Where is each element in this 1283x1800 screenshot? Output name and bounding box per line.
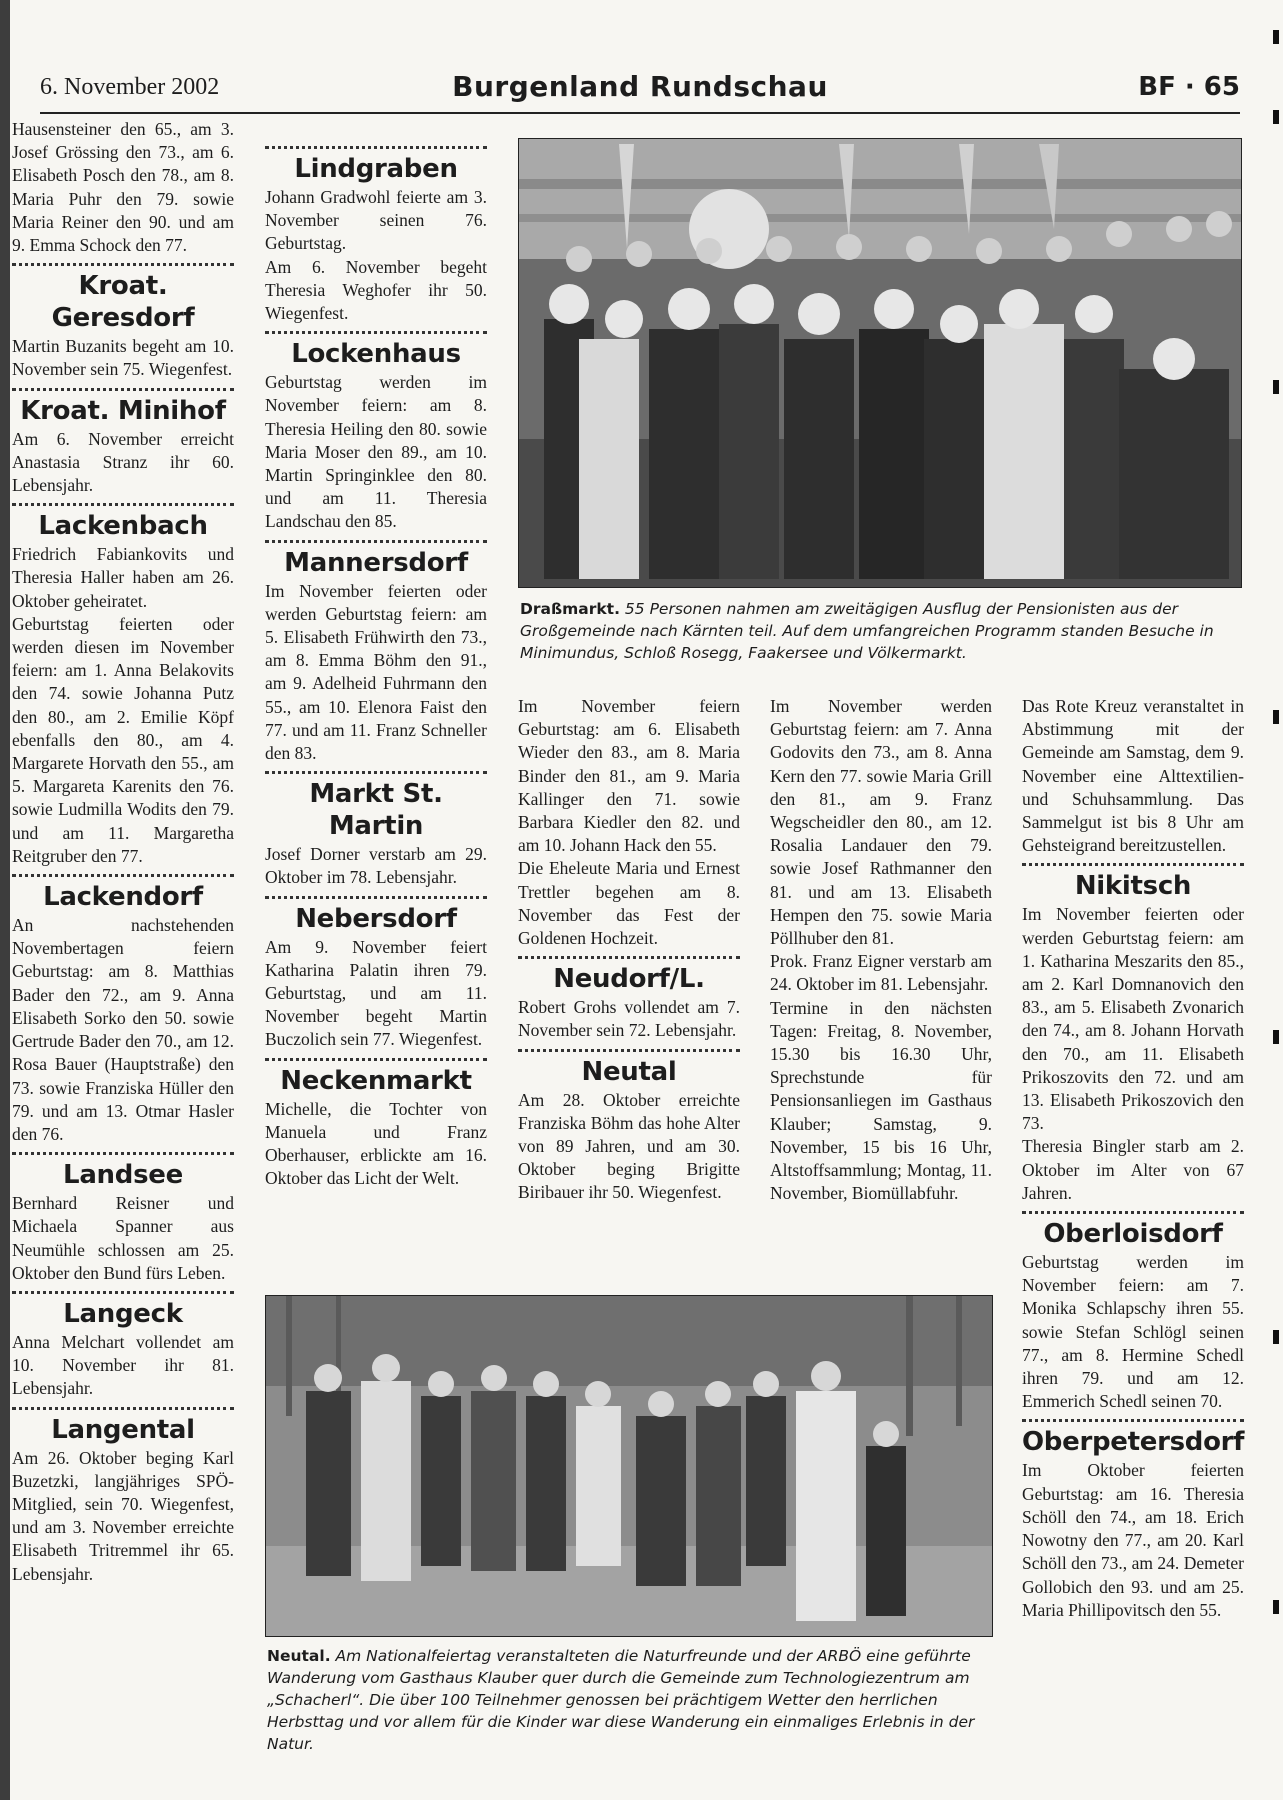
divider — [12, 1152, 234, 1155]
section-title: Kroat. Geresdorf — [51, 271, 195, 334]
section-title: Lockenhaus — [291, 339, 461, 370]
section-title: Lindgraben — [294, 154, 458, 184]
scan-edge-mark — [1273, 710, 1279, 724]
article-text: Anna Melchart vollendet am 10. November ihr 81. Lebensjahr. — [12, 1331, 234, 1399]
article-text: Im Oktober feierten Geburtstag: am 16. Theresia Schöll den 74., am 18. Erich Nowotny den 77., am 20. Karl Schöll den 73., am 24. Demeter Gollobich den 93. und am 25. Maria Phillipovitsch den 55. — [1022, 1460, 1244, 1620]
divider — [265, 771, 487, 774]
divider — [1022, 1211, 1244, 1214]
photo-illustration — [266, 1296, 992, 1636]
divider — [518, 1049, 740, 1052]
divider — [12, 1291, 234, 1294]
divider — [12, 503, 234, 506]
scan-edge-mark — [1273, 1030, 1279, 1044]
column-4 — [770, 695, 992, 1205]
divider — [1022, 863, 1244, 866]
divider — [265, 1058, 487, 1061]
section-title: Neckenmarkt — [280, 1065, 472, 1096]
section-title: Mannersdorf — [284, 547, 468, 578]
section-title: Oberpetersdorf — [1022, 1427, 1245, 1458]
page-header — [40, 70, 1240, 114]
article-text: Bernhard Reisner und Michaela Spanner aus Neumühle schlossen am 25. Oktober den Bund fürs Leben. — [12, 1193, 234, 1283]
article-text: Im November feierten oder werden Geburtstag feiern: am 1. Katharina Meszarits den 85., am 2. Karl Domnanovich den 83., am 5. Elisabeth Zvonarich den 74., am 8. Johann Horvath den 70., am 11. Elisabeth Prikoszovits den 72. und am 13. Elisabeth Prikoszovich den 73. — [1022, 904, 1244, 1134]
section-title: Lackenbach — [38, 511, 208, 542]
article-text: Am 9. November feiert Katharina Palatin ihren 79. Geburtstag, und am 11. November begeht Martin Buczolich sein 77. Wiegenfest. — [265, 936, 487, 1050]
article-text: Hausensteiner den 65., am 3. Josef Grössing den 73., am 6. Elisabeth Posch den 78., am 8. Maria Puhr den 79. sowie Maria Reiner den 90. und am 9. Emma Schock den 77. — [12, 119, 234, 256]
caption-location: Neutal. — [267, 1647, 331, 1665]
divider — [518, 956, 740, 959]
group-photo-neutal — [265, 1295, 993, 1637]
article-text: Im November werden Geburtstag feiern: am 7. Anna Godovits den 73., am 8. Anna Kern den 77. sowie Maria Grill den 81., am 9. Franz Wegscheidler den 80., am 12. Rosalia Landauer den 79. sowie Josef Rathmanner den 81. und am 13. Elisabeth Hempen den 75. sowie Maria Pöllhuber den 81. — [770, 696, 992, 949]
section-title: Oberloisdorf — [1043, 1219, 1223, 1250]
group-photo-drassmarkt — [518, 138, 1242, 588]
divider — [1022, 1419, 1244, 1422]
scan-edge-mark — [1273, 110, 1279, 124]
article-text: Im November feierten oder werden Geburtstag feiern: am 5. Elisabeth Frühwirth den 73., am 8. Emma Böhm den 91., am 9. Adelheid Fuhrmann den 55., am 10. Elenora Faist den 77. und am 11. Franz Schneller den 83. — [265, 580, 487, 764]
article-text: Geburtstag werden im November feiern: am 8. Theresia Heiling den 80. sowie Maria Moser den 89., am 10. Martin Springinklee den 80. und am 11. Theresia Landschau den 85. — [265, 372, 487, 532]
section-title: Langeck — [63, 1298, 183, 1329]
article-text: Am 6. November erreicht Anastasia Stranz ihr 60. Lebensjahr. — [12, 428, 234, 496]
article-text: Geburtstag feierten oder werden diesen im November feiern: am 1. Anna Belakovits den 74. sowie Johanna Putz den 80., am 2. Emilie Köpf ebenfalls den 80., am 4. Margarete Horvath den 55., am 5. Margareta Karenits den 76. sowie Ludmilla Wodits den 79. und am 11. Margaretha Reitgruber den 77. — [12, 613, 234, 866]
section-title: Nebersdorf — [295, 903, 457, 934]
article-text: Martin Buzanits begeht am 10. November sein 75. Wiegenfest. — [12, 336, 234, 380]
section-title: Nikitsch — [1074, 871, 1192, 902]
article-text: Johann Gradwohl feierte am 3. November seinen 76. Geburtstag. — [265, 187, 487, 254]
scan-edge-mark — [1273, 1600, 1279, 1614]
photo-illustration — [519, 139, 1241, 587]
article-text: Das Rote Kreuz veranstaltet in Abstimmung mit der Gemeinde am Samstag, dem 9. November eine Alttextilien- und Schuhsammlung. Das Sammelgut ist bis 8 Uhr am Gehsteigrand bereitzustellen. — [1022, 696, 1244, 856]
article-text: Am 28. Oktober erreichte Franziska Böhm das hohe Alter von 89 Jahren, und am 30. Oktober beging Brigitte Biribauer ihr 50. Wiegenfest. — [518, 1089, 740, 1203]
page-number: BF · 65 — [1138, 72, 1240, 102]
article-text: Robert Grohs vollendet am 7. November sein 72. Lebensjahr. — [518, 997, 740, 1041]
divider — [12, 388, 234, 391]
article-text: Friedrich Fabiankovits und Theresia Haller haben am 26. Oktober geheiratet. — [12, 544, 234, 611]
article-text: Termine in den nächsten Tagen: Freitag, 8. November, 15.30 bis 16.30 Uhr, Sprechstunde für Pensionsanliegen im Gasthaus Klauber; Samstag, 9. November, 15 bis 16 Uhr, Altstoffsammlung; Montag, 11. November, Biomüllabfuhr. — [770, 997, 992, 1204]
section-title: Lackendorf — [43, 882, 203, 913]
divider — [12, 874, 234, 877]
article-text: Michelle, die Tochter von Manuela und Franz Oberhauser, erblickte am 16. Oktober das Licht der Welt. — [265, 1098, 487, 1189]
column-5 — [1022, 695, 1244, 1622]
newspaper-title: Burgenland Rundschau — [452, 70, 828, 103]
article-text: Theresia Bingler starb am 2. Oktober im Alter von 67 Jahren. — [1022, 1136, 1244, 1203]
section-title: Markt St. Martin — [309, 779, 443, 842]
article-text: Die Eheleute Maria und Ernest Trettler begehen am 8. November das Fest der Goldenen Hochzeit. — [518, 858, 740, 949]
article-text: Josef Dorner verstarb am 29. Oktober im 78. Lebensjahr. — [265, 844, 487, 888]
article-text: Am 26. Oktober beging Karl Buzetzki, langjähriges SPÖ-Mitglied, sein 70. Wiegenfest, und am 3. November erreichte Elisabeth Tritremmel ihr 65. Lebensjahr. — [12, 1447, 234, 1584]
caption-text: Am Nationalfeiertag veranstalteten die Naturfreunde und der ARBÖ eine geführte Wanderung vom Gasthaus Klauber quer durch die Gemeinde zum Technologiezentrum am „Schacherl“. Die über 100 Teilnehmer genossen bei prächtigem Wetter den herrlichen Herbsttag und vor allem für die Kinder war diese Wanderung ein einmaliges Erlebnis in der Natur. — [267, 1647, 975, 1753]
scan-edge-mark — [1273, 30, 1279, 44]
photo-caption — [520, 598, 1240, 664]
article-text: Im November feiern Geburtstag: am 6. Elisabeth Wieder den 83., am 8. Maria Binder den 81., am 9. Maria Kallinger den 71. sowie Barbara Kiedler den 82. und am 10. Johann Hack den 55. — [518, 696, 740, 856]
photo-caption — [267, 1645, 992, 1755]
section-title: Langental — [51, 1414, 195, 1445]
divider — [265, 540, 487, 543]
divider — [265, 331, 487, 334]
article-text: An nachstehenden Novembertagen feiern Geburtstag: am 8. Matthias Bader den 72., am 9. Anna Elisabeth Sorko den 50. sowie Gertrude Bader den 70., am 12. Rosa Bauer (Hauptstraße) den 73. sowie Franziska Hüller den 79. und am 13. Otmar Hasler den 76. — [12, 915, 234, 1144]
divider — [12, 263, 234, 266]
scan-edge-mark — [1273, 1330, 1279, 1344]
column-1 — [12, 118, 234, 1586]
section-title: Kroat. Minihof — [20, 395, 226, 426]
scan-edge-mark — [1273, 380, 1279, 394]
divider — [265, 896, 487, 899]
section-title: Neutal — [581, 1056, 677, 1087]
article-text: Geburtstag werden im November feiern: am 7. Monika Schlapschy ihren 55. sowie Stefan Schlögl seinen 77., am 8. Hermine Schedl ihren 79. und am 12. Emmerich Schedl seinen 70. — [1022, 1252, 1244, 1412]
article-text: Am 6. November begeht Theresia Weghofer ihr 50. Wiegenfest. — [265, 256, 487, 324]
section-title: Neudorf/L. — [553, 964, 705, 995]
article-text: Prok. Franz Eigner verstarb am 24. Oktober im 81. Lebensjahr. — [770, 951, 992, 995]
caption-location: Draßmarkt. — [520, 600, 620, 618]
scan-margin — [0, 0, 10, 1800]
divider — [265, 146, 487, 149]
section-title: Landsee — [63, 1160, 183, 1191]
column-2 — [265, 140, 487, 1191]
caption-text: 55 Personen nahmen am zweitägigen Ausflug der Pensionisten aus der Großgemeinde nach Kärnten teil. Auf dem umfangreichen Programm standen Besuche in Minimundus, Schloß Rosegg, Faakersee und Völkermarkt. — [520, 600, 1214, 662]
issue-date: 6. November 2002 — [40, 74, 220, 100]
column-3 — [518, 695, 740, 1205]
divider — [12, 1407, 234, 1410]
